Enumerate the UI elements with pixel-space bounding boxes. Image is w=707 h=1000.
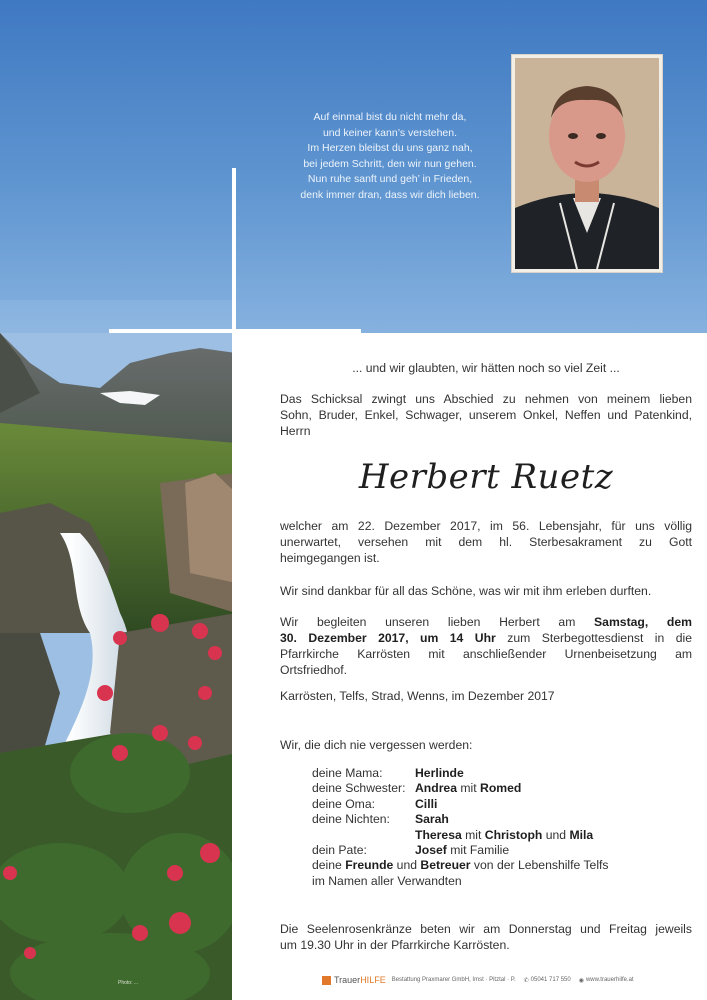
footer-phone: 05041 717 550 — [530, 977, 571, 983]
mourner-label: deine Nichten: — [312, 812, 390, 827]
mourner-row — [312, 842, 682, 857]
mourner-row — [312, 811, 682, 826]
mourner-row — [312, 780, 682, 795]
footer-web[interactable]: www.trauerhilfe.at — [585, 977, 634, 983]
mourner-row — [312, 827, 682, 842]
mourners-list — [312, 765, 682, 888]
mourner-name: Herlinde — [415, 766, 464, 780]
mourner-row — [312, 857, 682, 872]
mourner-label: deine Oma: — [312, 796, 376, 811]
mourner-name: Mila — [569, 827, 594, 842]
intro-line: Das Schicksal zwingt uns Abschied zu nehmen von meinem lieben — [280, 392, 692, 406]
connector: mit — [461, 827, 485, 842]
deceased-name: Herbert Ruetz — [358, 457, 614, 497]
trauerhilfe-logo-icon — [322, 976, 331, 985]
place-date-text: Karrösten, Telfs, Strad, Wenns, im Dezember 2017 — [280, 689, 555, 703]
mourner-label: dein Pate: — [312, 842, 367, 857]
poem — [270, 110, 510, 204]
funeral-line — [280, 630, 692, 646]
logo-text: Trauer — [334, 975, 361, 985]
footer-company: Bestattung Praxmarer GmbH, Imst · Pitztal · P. — [391, 977, 516, 983]
death-line: heimgegangen ist. — [280, 551, 380, 565]
connector: mit — [457, 781, 481, 796]
poem-line: Im Herzen bleibst du uns ganz nah, — [307, 142, 473, 155]
cross-vertical — [232, 168, 236, 1000]
poem-line: bei jedem Schritt, den wir nun gehen. — [303, 157, 477, 170]
funeral-paragraph — [280, 614, 692, 678]
mourner-row — [312, 873, 682, 888]
mourner-row — [312, 796, 682, 811]
landscape-image — [0, 333, 236, 1000]
cross-horizontal — [109, 329, 361, 333]
photo-credit: Photo: ... — [118, 980, 139, 986]
rosary-line: Die Seelenrosenkränze beten wir am Donnerstag und Freitag jeweils — [280, 922, 692, 936]
connector: deine — [312, 858, 346, 873]
funeral-line: Pfarrkirche Karrösten mit anschließender Urnenbeisetzung am — [280, 647, 692, 661]
funeral-text: Wir begleiten unseren lieben Herbert am — [280, 615, 595, 629]
mourner-name: Sarah — [415, 812, 449, 827]
mourner-label: im Namen aller Verwandten — [312, 873, 462, 888]
mourner-name: Romed — [480, 781, 522, 796]
footer — [322, 975, 702, 987]
funeral-line: Ortsfriedhof. — [280, 663, 348, 677]
funeral-line — [280, 614, 692, 630]
funeral-date-bold: 30. Dezember 2017, um 14 Uhr — [280, 631, 496, 645]
connector: mit Familie — [446, 842, 510, 857]
mourner-row — [312, 765, 682, 780]
mourner-name: Cilli — [415, 796, 438, 811]
death-paragraph — [280, 518, 692, 566]
mourners-intro-text: Wir, die dich nie vergessen werden: — [280, 738, 473, 752]
poem-line: Auf einmal bist du nicht mehr da, — [313, 111, 467, 123]
portrait-photo — [511, 54, 663, 273]
mourner-name: Freunde — [345, 858, 394, 873]
mourner-name: Josef — [415, 842, 447, 857]
mourner-label: deine Schwester: — [312, 781, 406, 796]
funeral-date-bold: Samstag, dem — [594, 615, 692, 629]
rosary-paragraph — [280, 921, 692, 953]
mourner-name: Christoph — [484, 827, 543, 842]
mourner-label: deine Mama: — [312, 766, 383, 780]
poem-line: und keiner kann’s verstehen. — [322, 126, 458, 139]
logo-text-accent: HILFE — [360, 975, 386, 985]
portrait-image — [515, 58, 659, 269]
motto: ... und wir glaubten, wir hätten noch so viel Zeit ... — [352, 361, 620, 375]
mourners-intro — [280, 737, 692, 753]
rosary-line: um 19.30 Uhr in der Pfarrkirche Karrösten. — [280, 938, 510, 952]
thanks-paragraph — [280, 583, 692, 599]
web-icon: ◉ — [578, 977, 584, 984]
mourner-name: Andrea — [415, 781, 457, 796]
death-line: welcher am 22. Dezember 2017, im 56. Lebensjahr, für uns völlig — [280, 519, 692, 533]
mourner-name: Theresa — [415, 827, 462, 842]
intro-paragraph — [280, 391, 692, 439]
thanks-line: Wir sind dankbar für all das Schöne, was wir mit ihm erleben durften. — [280, 584, 652, 598]
poem-line: Nun ruhe sanft und geh’ in Frieden, — [307, 173, 473, 186]
intro-line: Sohn, Bruder, Enkel, Schwager, unserem Onkel, Neffen und Patenkind, — [280, 408, 692, 422]
funeral-text: zum Sterbegottesdienst in die — [495, 631, 692, 645]
death-line: unerwartet, versehen mit dem hl. Sterbesakrament zu Gott — [280, 535, 692, 549]
intro-line: Herrn — [280, 424, 311, 438]
connector: und — [542, 827, 570, 842]
phone-icon: ✆ — [523, 977, 529, 984]
mourner-name: Betreuer — [420, 858, 471, 873]
place-date — [280, 688, 692, 704]
connector: und — [393, 858, 421, 873]
poem-line: denk immer dran, dass wir dich lieben. — [300, 188, 480, 201]
connector: von der Lebenshilfe Telfs — [470, 858, 609, 873]
